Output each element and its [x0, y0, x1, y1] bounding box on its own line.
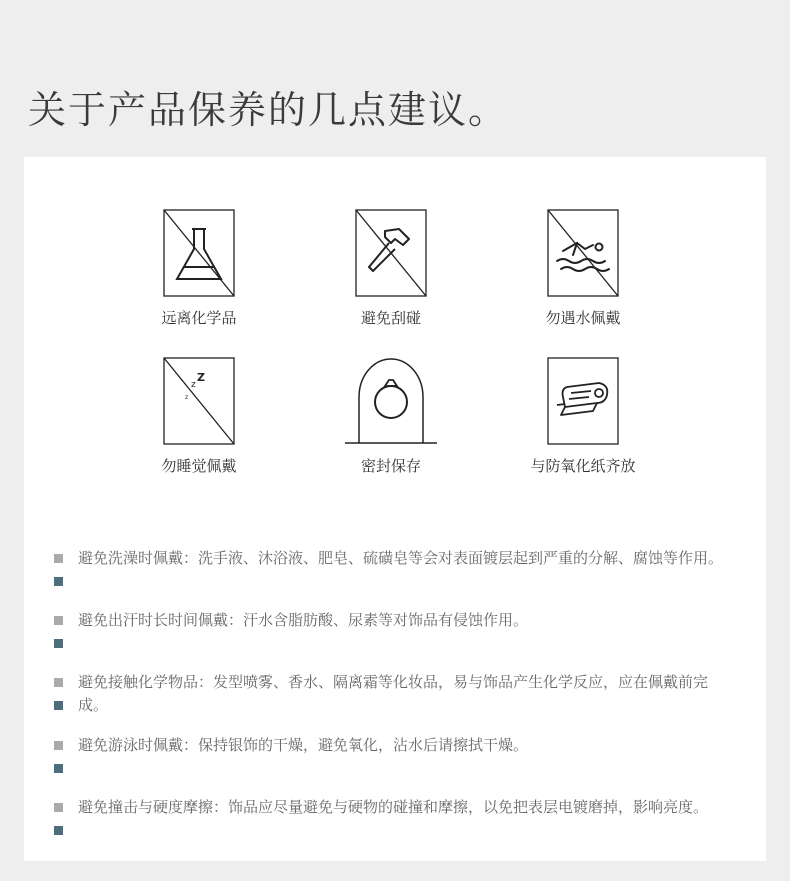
care-label: 勿睡觉佩戴 [161, 457, 237, 475]
teal-bullet-icon [54, 826, 63, 835]
teal-bullet-icon [54, 639, 63, 648]
gray-bullet-icon [54, 554, 63, 563]
list-item [54, 609, 734, 654]
gray-bullet-icon [54, 678, 63, 687]
gray-bullet-icon [54, 741, 63, 750]
care-label: 与防氧化纸齐放 [530, 457, 636, 475]
care-label: 避免刮碰 [360, 309, 421, 327]
care-item-sleep [119, 357, 279, 476]
sleep-moon-icon [163, 357, 235, 445]
paper-roll-icon [547, 357, 619, 445]
care-item-sealed [311, 357, 471, 476]
care-tips-list [54, 547, 734, 858]
teal-bullet-icon [54, 577, 63, 586]
page-title: 关于产品保养的几点建议。 [28, 88, 509, 132]
gray-bullet-icon [54, 803, 63, 812]
swimming-icon [547, 209, 619, 297]
sealed-ring-icon [341, 357, 441, 445]
tip-text: 避免接触化学物品：发型喷雾、香水、隔离霜等化妆品，易与饰品产生化学反应，应在佩戴前完成。 [78, 673, 709, 714]
list-item [54, 547, 734, 592]
care-item-water [503, 209, 663, 328]
list-item [54, 671, 734, 717]
teal-bullet-icon [54, 764, 63, 773]
care-item-scratch [311, 209, 471, 328]
care-card [24, 157, 766, 861]
tip-text: 避免游泳时佩戴：保持银饰的干燥，避免氧化，沾水后请擦拭干燥。 [78, 736, 529, 754]
svg-text:z: z [191, 380, 196, 390]
tip-text: 避免洗澡时佩戴：洗手液、沐浴液、肥皂、硫磺皂等会对表面镀层起到严重的分解、腐蚀等作用。 [78, 549, 724, 567]
care-item-chemicals [119, 209, 279, 328]
list-item [54, 796, 734, 841]
list-item [54, 734, 734, 779]
svg-text:Z: Z [197, 371, 205, 384]
teal-bullet-icon [54, 701, 63, 710]
chemical-flask-icon [163, 209, 235, 297]
care-item-paper [503, 357, 663, 476]
tip-text: 避免撞击与硬度摩擦：饰品应尽量避免与硬物的碰撞和摩擦，以免把表层电镀磨掉，影响亮度。 [78, 798, 709, 816]
tip-text: 避免出汗时长时间佩戴：汗水含脂肪酸、尿素等对饰品有侵蚀作用。 [78, 611, 529, 629]
care-label: 勿遇水佩戴 [545, 309, 621, 327]
care-label: 远离化学品 [161, 309, 237, 327]
gray-bullet-icon [54, 616, 63, 625]
svg-text:z: z [185, 394, 189, 401]
hammer-icon [355, 209, 427, 297]
care-label: 密封保存 [360, 457, 421, 475]
